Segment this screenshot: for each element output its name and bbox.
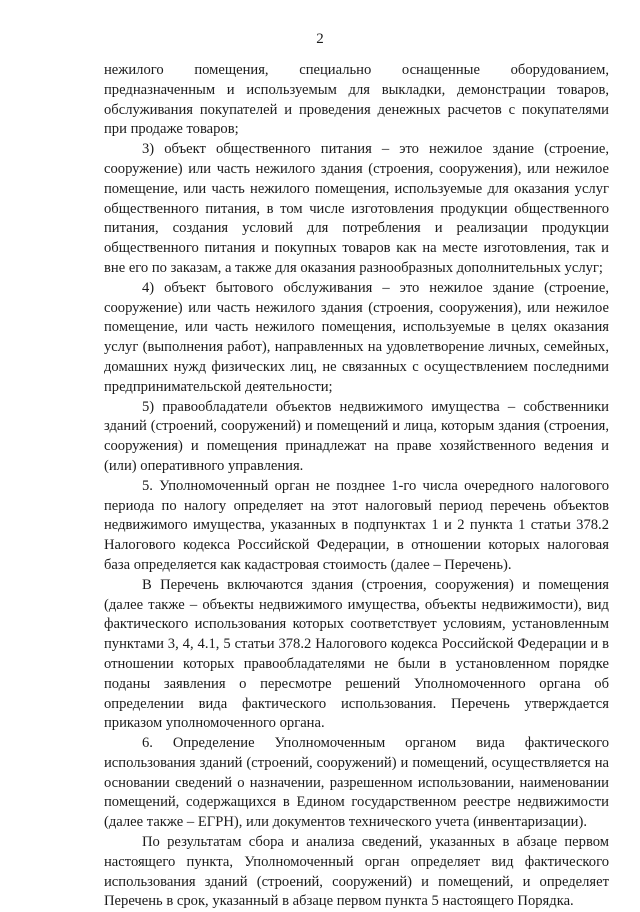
page-number: 2 bbox=[316, 31, 324, 47]
paragraph-section-6-result: По результатам сбора и анализа сведений, указанных в абзаце первом настоящего пункта, Уполномоченный орган определяет вид фактического использования зданий (строений, сооружений) и помещений, и определяет Перечень в срок, указанный в абзаце первом пункта 5 настоящего Порядка. bbox=[104, 834, 609, 910]
paragraph-section-5: 5. Уполномоченный орган не позднее 1-го числа очередного налогового периода по налогу определяет на этот налоговый период перечень объектов недвижимого имущества, указанных в подпунктах 1 и 2 пункта 1 статьи 378.2 Налогового кодекса Российской Федерации, в отношении которых налоговая база определяется как кадастровая стоимость (далее – Перечень). bbox=[104, 477, 609, 573]
paragraph-section-5-list-inclusion: В Перечень включаются здания (строения, сооружения) и помещения (далее также – объекты недвижимого имущества, объекты недвижимости), вид фактического использования которых соответствует условиям, установленным пунктами 3, 4, 4.1, 5 статьи 378.2 Налогового кодекса Российской Федерации и в отношении которых правообладателями не были в установленном порядке поданы заявления о пересмотре решений Уполномоченного органа об определении вида фактического использования. Перечень утверждается приказом уполномоченного органа. bbox=[104, 576, 609, 732]
paragraph-item-5-rights-holders: 5) правообладатели объектов недвижимого имущества – собственники зданий (строений, сооружений) и помещений и лица, которым здания (строения, сооружения) и помещения принадлежат на праве хозяйственного ведения и (или) оперативного управления. bbox=[104, 398, 609, 474]
paragraph-item-3-public-catering: 3) объект общественного питания – это нежилое здание (строение, сооружение) или часть нежилого здания (строения, сооружения), или нежилое помещение, или часть нежилого помещения, используемые для оказания услуг общественного питания, в том числе изготовления продукции общественного питания, создания условий для потребления и реализации продукции общественного питания и покупных товаров как на месте изготовления, так и вне его по заказам, а также для оказания разнообразных дополнительных услуг; bbox=[104, 141, 609, 276]
paragraph-section-6: 6. Определение Уполномоченным органом вида фактического использования зданий (строений, сооружений) и помещений, осуществляется на основании сведений о назначении, разрешенном использовании, наименовании помещений, содержащихся в Едином государственном реестре недвижимости (далее также – ЕГРН), или документов технического учета (инвентаризации). bbox=[104, 735, 609, 831]
paragraph-continuation: нежилого помещения, специально оснащенные оборудованием, предназначенным и используемым для выкладки, демонстрации товаров, обслуживания покупателей и проведения денежных расчетов с покупателями при продаже товаров; bbox=[104, 62, 609, 138]
document-body bbox=[104, 61, 609, 912]
paragraph-item-4-consumer-services: 4) объект бытового обслуживания – это нежилое здание (строение, сооружение) или часть нежилого здания (строения, сооружения), или нежилое помещение, или часть нежилого помещения, используемые в целях оказания услуг (выполнения работ), направленных на удовлетворение личных, семейных, домашних нужд физических лиц, не связанных с осуществлением последними предпринимательской деятельности; bbox=[104, 279, 609, 395]
